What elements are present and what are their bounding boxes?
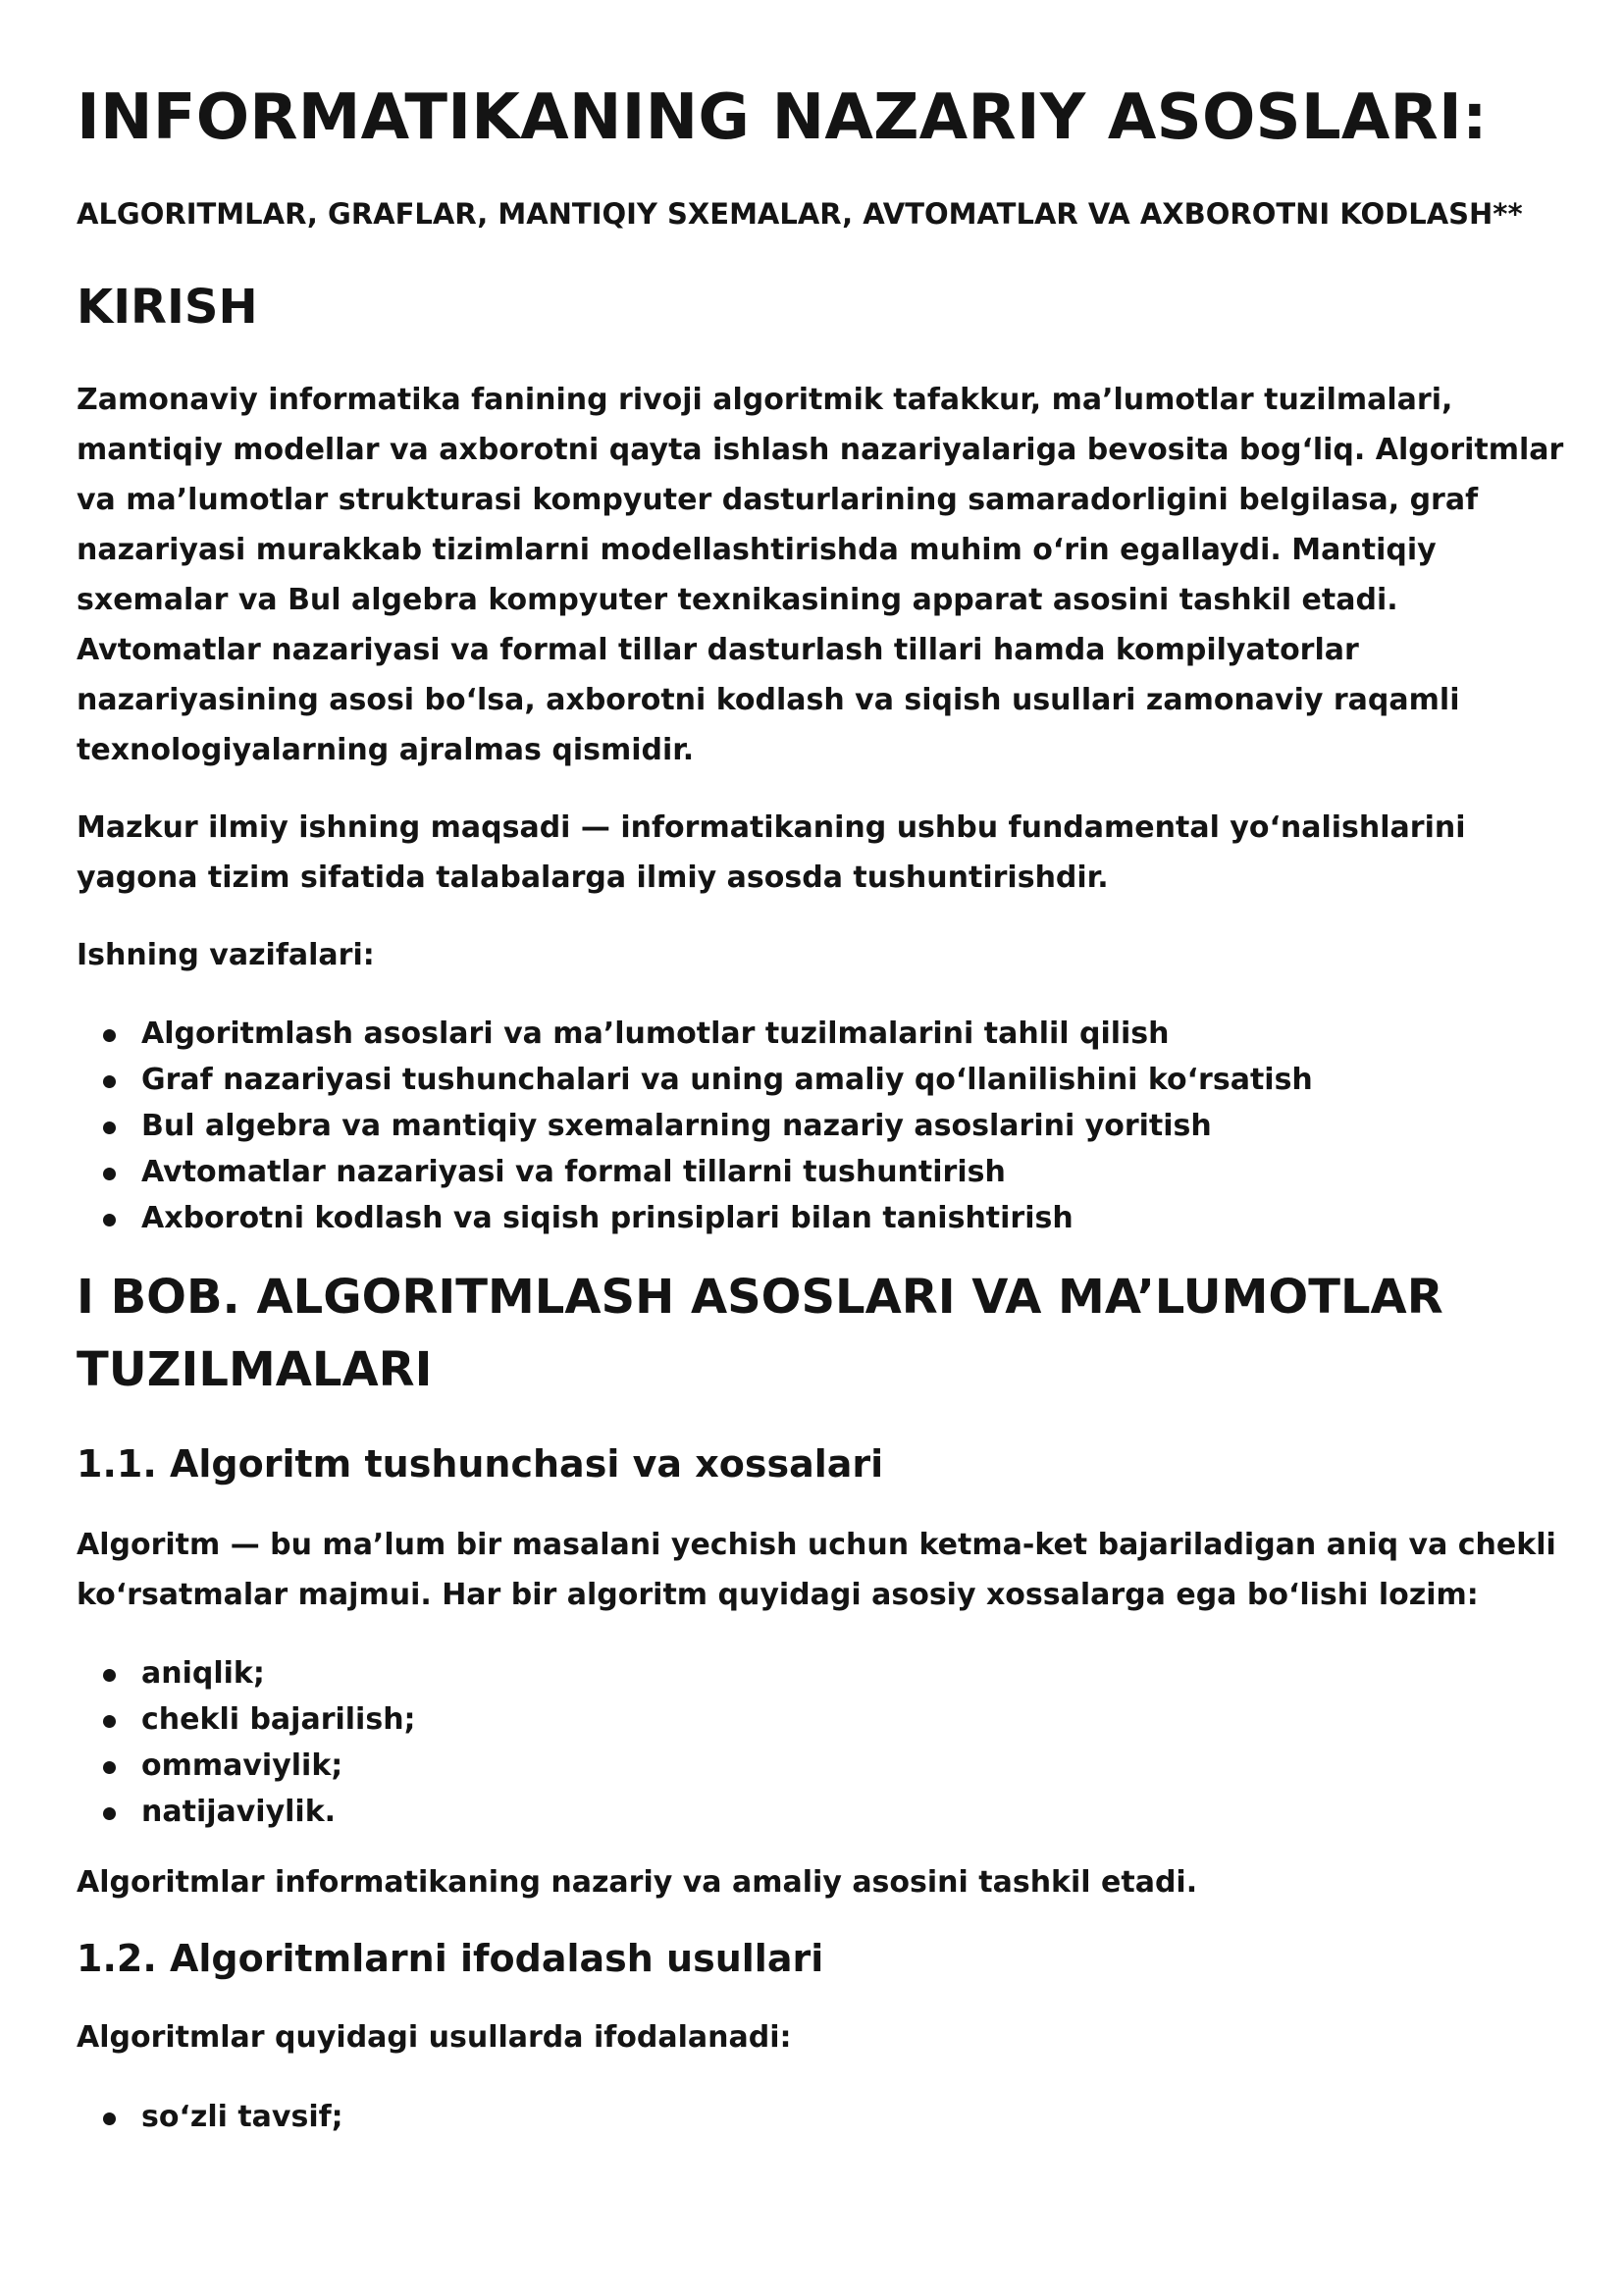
properties-list — [77, 1650, 1568, 1835]
intro-paragraph-2: Mazkur ilmiy ishning maqsadi — informatikaning ushbu fundamental yo‘nalishlarini yagona tizim sifatida talabalarga ilmiy asosda tushuntirishdir. — [77, 810, 1466, 896]
list-item: so‘zli tavsif; — [77, 2094, 1568, 2140]
section-1-2-heading: 1.2. Algoritmlarni ifodalash usullari — [77, 1937, 824, 1981]
section-1-2-paragraph: Algoritmlar quyidagi usullarda ifodalanadi: — [77, 2020, 792, 2056]
section-1-1-heading: 1.1. Algoritm tushunchasi va xossalari — [77, 1441, 884, 1486]
list-item: aniqlik; — [77, 1650, 1568, 1696]
tasks-list — [77, 1011, 1568, 1241]
chapter-1-heading: I BOB. ALGORITMLASH ASOSLARI VA MA’LUMOTLAR TUZILMALARI — [77, 1270, 1443, 1398]
section-1-1-closing: Algoritmlar informatikaning nazariy va amaliy asosini tashkil etadi. — [77, 1865, 1198, 1901]
intro-heading: KIRISH — [77, 279, 258, 335]
document-title: INFORMATIKANING NAZARIY ASOSLARI: — [77, 81, 1488, 154]
list-item: Algoritmlash asoslari va ma’lumotlar tuzilmalarini tahlil qilish — [77, 1011, 1568, 1057]
list-item: Avtomatlar nazariyasi va formal tillarni tushuntirish — [77, 1149, 1568, 1195]
methods-list — [77, 2094, 1568, 2140]
tasks-label: Ishning vazifalari: — [77, 938, 375, 973]
list-item: ommaviylik; — [77, 1743, 1568, 1789]
document-page — [77, 78, 1568, 2140]
list-item: natijaviylik. — [77, 1789, 1568, 1835]
section-1-1-paragraph: Algoritm — bu ma’lum bir masalani yechish uchun ketma-ket bajariladigan aniq va chekli ko‘rsatmalar majmui. Har bir algoritm quyidagi asosiy xossalarga ega bo‘lishi lozim: — [77, 1528, 1556, 1613]
document-subtitle: ALGORITMLAR, GRAFLAR, MANTIQIY SXEMALAR, AVTOMATLAR VA AXBOROTNI KODLASH** — [77, 197, 1523, 231]
list-item: Axborotni kodlash va siqish prinsiplari bilan tanishtirish — [77, 1195, 1568, 1241]
intro-paragraph-1: Zamonaviy informatika fanining rivoji algoritmik tafakkur, ma’lumotlar tuzilmalari, mantiqiy modellar va axborotni qayta ishlash nazariyalariga bevosita bog‘liq. Algoritmlar va ma’lumotlar strukturasi kompyuter dasturlarining samaradorligini belgilasa, graf nazariyasi murakkab tizimlarni modellashtirishda muhim o‘rin egallaydi. Mantiqiy sxemalar va Bul algebra kompyuter texnikasining apparat asosini tashkil etadi. Avtomatlar nazariyasi va formal tillar dasturlash tillari hamda kompilyatorlar nazariyasining asosi bo‘lsa, axborotni kodlash va siqish usullari zamonaviy raqamli texnologiyalarning ajralmas qismidir. — [77, 383, 1564, 768]
list-item: Bul algebra va mantiqiy sxemalarning nazariy asoslarini yoritish — [77, 1103, 1568, 1149]
list-item: Graf nazariyasi tushunchalari va uning amaliy qo‘llanilishini ko‘rsatish — [77, 1057, 1568, 1103]
list-item: chekli bajarilish; — [77, 1696, 1568, 1743]
